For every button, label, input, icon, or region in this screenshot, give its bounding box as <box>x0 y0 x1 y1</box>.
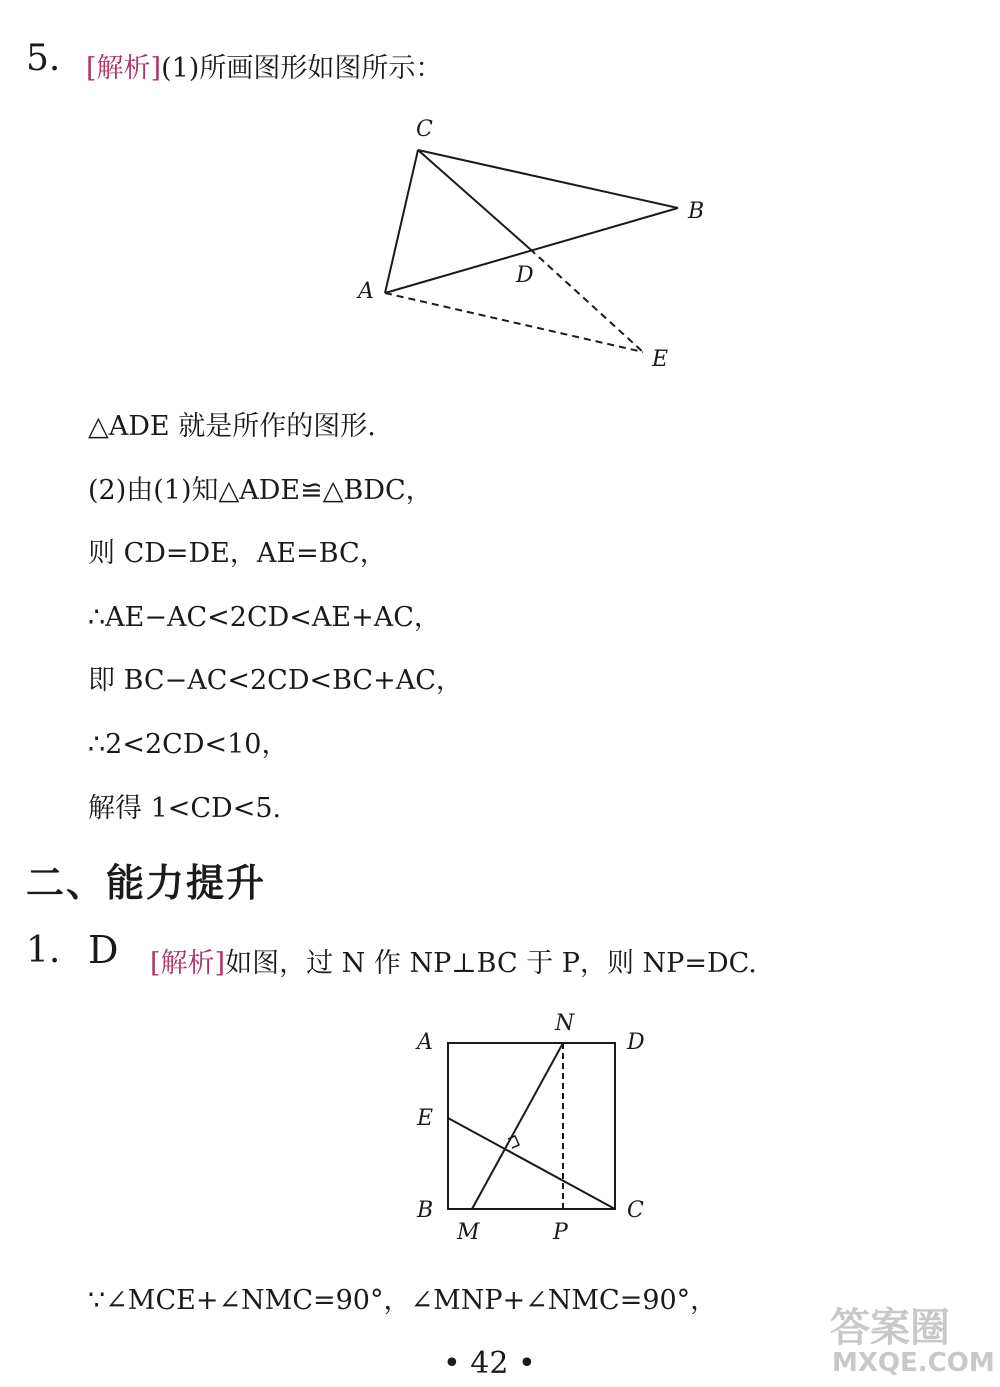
segment-cb <box>418 150 678 208</box>
solution-line-1: △ADE 就是所作的图形. <box>88 411 376 442</box>
segment-de-dashed <box>530 249 643 352</box>
label-b: B <box>688 199 705 224</box>
solution-line-7: 解得 1<CD<5. <box>88 793 282 824</box>
question-5-intro: (1)所画图形如图所示： <box>161 53 443 84</box>
label-d: D <box>516 263 534 288</box>
square-figure <box>405 1005 665 1255</box>
label-b: B <box>417 1198 434 1223</box>
square-abcd <box>448 1043 615 1209</box>
question-number-5: 5. <box>26 38 61 79</box>
segment-nm <box>472 1043 563 1209</box>
question-number-1: 1. <box>26 930 61 971</box>
analysis-tag: [解析] <box>150 948 226 979</box>
label-e: E <box>652 347 669 372</box>
answer-choice: D <box>88 928 119 972</box>
label-e: E <box>417 1106 434 1131</box>
section-heading: 二、能力提升 <box>26 861 267 905</box>
segment-ca <box>385 150 418 293</box>
triangle-figure <box>340 110 710 380</box>
question-1-analysis <box>150 941 757 980</box>
segment-cd <box>418 150 530 249</box>
label-a: A <box>417 1030 433 1055</box>
solution-line-5: 即 BC−AC<2CD<BC+AC， <box>88 665 463 696</box>
segment-ae-dashed <box>385 293 643 352</box>
solution-line-4: ∴AE−AC<2CD<AE+AC， <box>88 602 441 633</box>
solution-line-2: (2)由(1)知△ADE≌△BDC， <box>88 475 433 506</box>
question-5-header <box>86 46 442 85</box>
label-a: A <box>358 279 374 304</box>
solution-line-3: 则 CD=DE，AE=BC， <box>88 538 387 569</box>
watermark-logo: 答案圈 <box>830 1305 950 1351</box>
watermark-url: MXQE.COM <box>832 1348 995 1378</box>
solution-line-because: ∵∠MCE+∠NMC=90°，∠MNP+∠NMC=90°， <box>88 1285 718 1316</box>
analysis-tag: [解析] <box>86 53 162 84</box>
label-d: D <box>627 1030 645 1055</box>
solution-line-6: ∴2<2CD<10， <box>88 729 289 760</box>
label-c: C <box>416 117 433 142</box>
question-1-text: 如图，过 N 作 NP⊥BC 于 P，则 NP=DC. <box>225 948 757 979</box>
label-c: C <box>627 1198 644 1223</box>
label-n: N <box>555 1011 575 1036</box>
label-m: M <box>457 1220 480 1245</box>
page-number: • 42 • <box>443 1346 536 1381</box>
label-p: P <box>553 1220 568 1245</box>
segment-ec <box>448 1118 615 1209</box>
